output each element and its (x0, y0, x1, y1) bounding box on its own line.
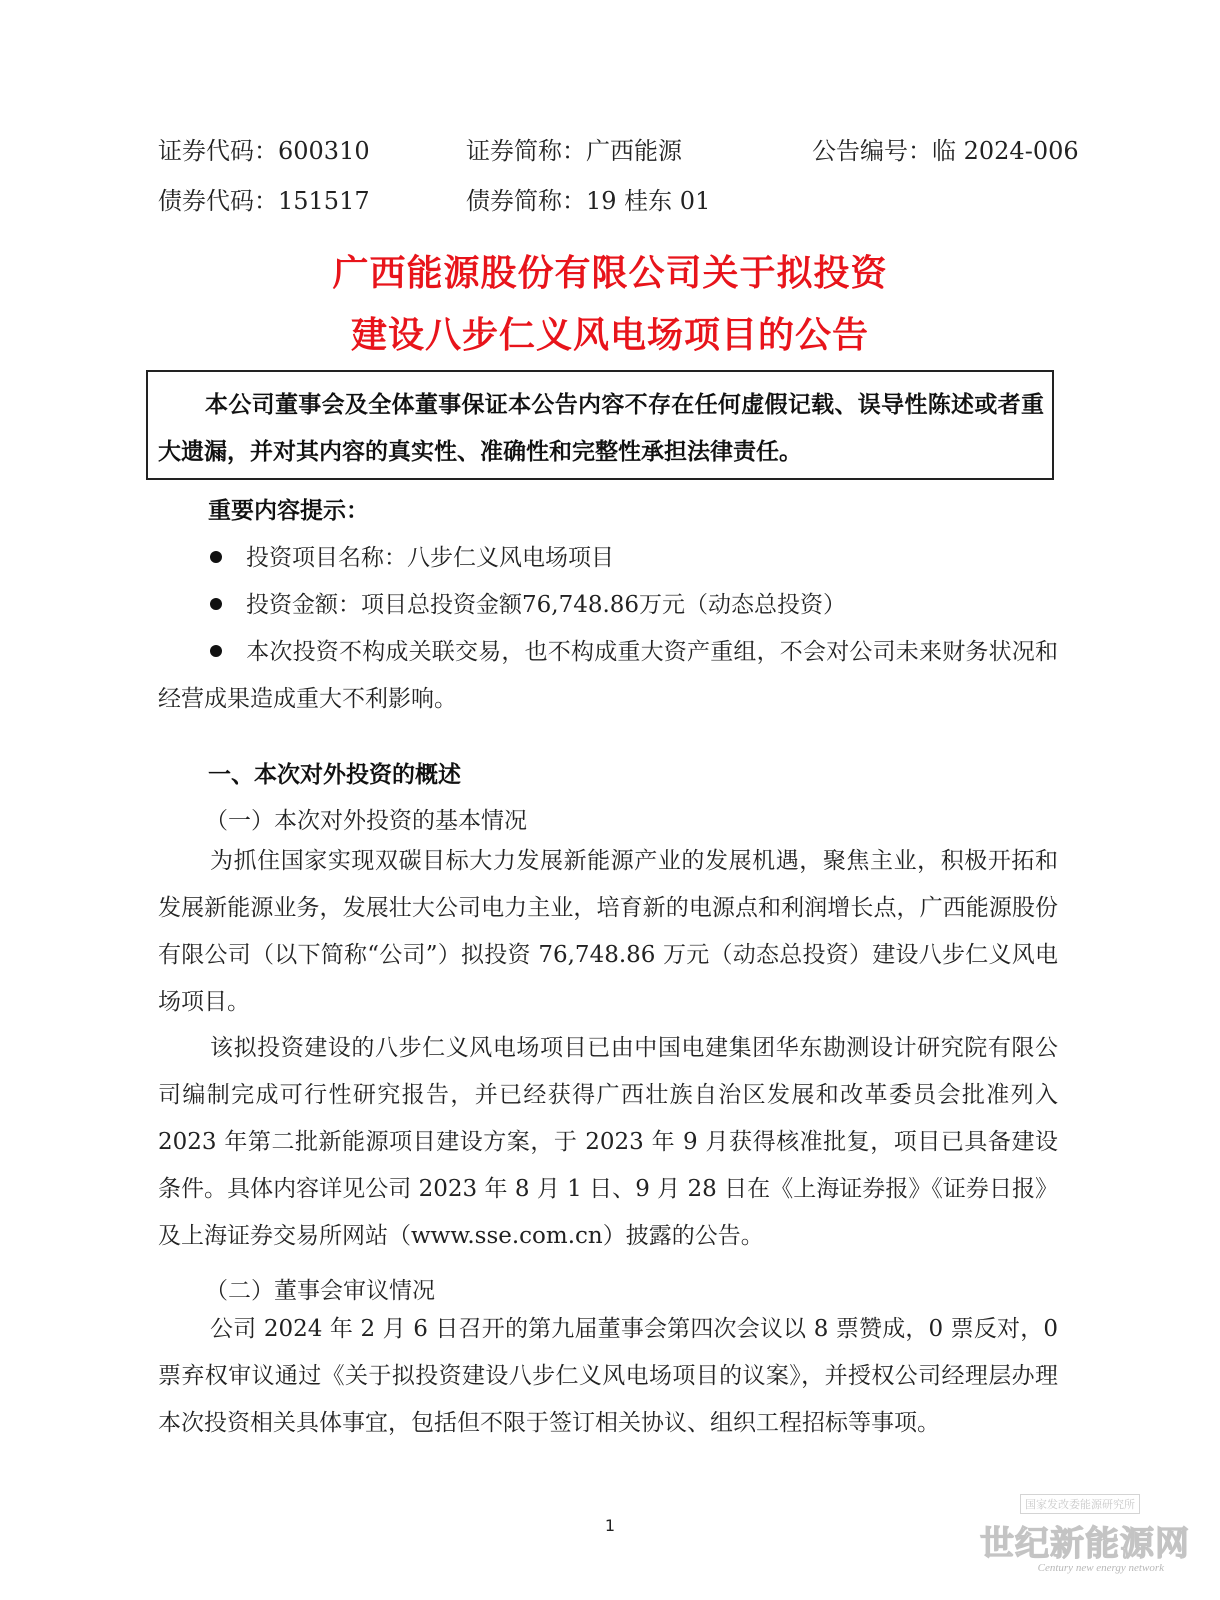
announcement-number: 公告编号：临 2024-006 (812, 137, 1079, 165)
bullet-icon (210, 551, 222, 563)
paragraph: 为抓住国家实现双碳目标大力发展新能源产业的发展机遇，聚焦主业，积极开拓和发展新能源业务，发展壮大公司电力主业，培育新的电源点和利润增长点，广西能源股份有限公司（以下简称“公司”）拟投资 76,748.86 万元（动态总投资）建设八步仁义风电场项目。 (158, 848, 1058, 1015)
highlight-item (158, 582, 1058, 629)
highlights-heading: 重要内容提示： (208, 498, 369, 524)
bond-name: 债券简称：19 桂东 01 (466, 187, 711, 215)
paragraph: 公司 2024 年 2 月 6 日召开的第九届董事会第四次会议以 8 票赞成，0 票反对，0 票弃权审议通过《关于拟投资建设八步仁义风电场项目的议案》，并授权公司经理层办理本次投资相关具体事宜，包括但不限于签订相关协议、组织工程招标等事项。 (158, 1316, 1058, 1436)
bullet-icon (210, 645, 222, 657)
subsection-heading: （二）董事会审议情况 (205, 1278, 435, 1304)
highlight-item (158, 535, 1058, 582)
bond-code: 债券代码：151517 (158, 187, 370, 215)
highlight-item-text: 投资金额：项目总投资金额76,748.86万元（动态总投资） (246, 592, 847, 618)
watermark-main-text: 世纪新能源网 (980, 1524, 1190, 1564)
title-line-2: 建设八步仁义风电场项目的公告 (350, 315, 869, 356)
stock-name: 证券简称：广西能源 (466, 137, 682, 165)
section-heading: 一、本次对外投资的概述 (208, 762, 461, 788)
disclaimer-box (146, 370, 1054, 480)
watermark-logo (980, 1486, 1194, 1582)
highlight-item-text: 本次投资不构成关联交易，也不构成重大资产重组，不会对公司未来财务状况和经营成果造成重大不利影响。 (158, 639, 1058, 712)
subsection-heading: （一）本次对外投资的基本情况 (205, 808, 527, 834)
watermark-top-text: 国家发改委能源研究所 (1020, 1494, 1140, 1514)
watermark-sub-text: Century new energy network (1037, 1562, 1164, 1574)
paragraph: 该拟投资建设的八步仁义风电场项目已由中国电建集团华东勘测设计研究院有限公司编制完成可行性研究报告，并已经获得广西壮族自治区发展和改革委员会批准列入 2023 年第二批新能源项目建设方案，于 2023 年 9 月获得核准批复，项目已具备建设条件。具体内容详见公司 2023 年 8 月 1 日、9 月 28 日在《上海证券报》《证券日报》及上海证券交易所网站（www.sse.com.cn）披露的公告。 (158, 1035, 1058, 1249)
highlight-item-text: 投资项目名称：八步仁义风电场项目 (246, 545, 614, 571)
disclaimer-text: 本公司董事会及全体董事保证本公告内容不存在任何虚假记载、误导性陈述或者重大遗漏，并对其内容的真实性、准确性和完整性承担法律责任。 (158, 392, 1044, 465)
title-line-1: 广西能源股份有限公司关于拟投资 (332, 253, 888, 294)
stock-code: 证券代码：600310 (158, 137, 370, 165)
highlight-item (158, 629, 1058, 723)
bullet-icon (210, 598, 222, 610)
page-number: 1 (604, 1516, 616, 1535)
